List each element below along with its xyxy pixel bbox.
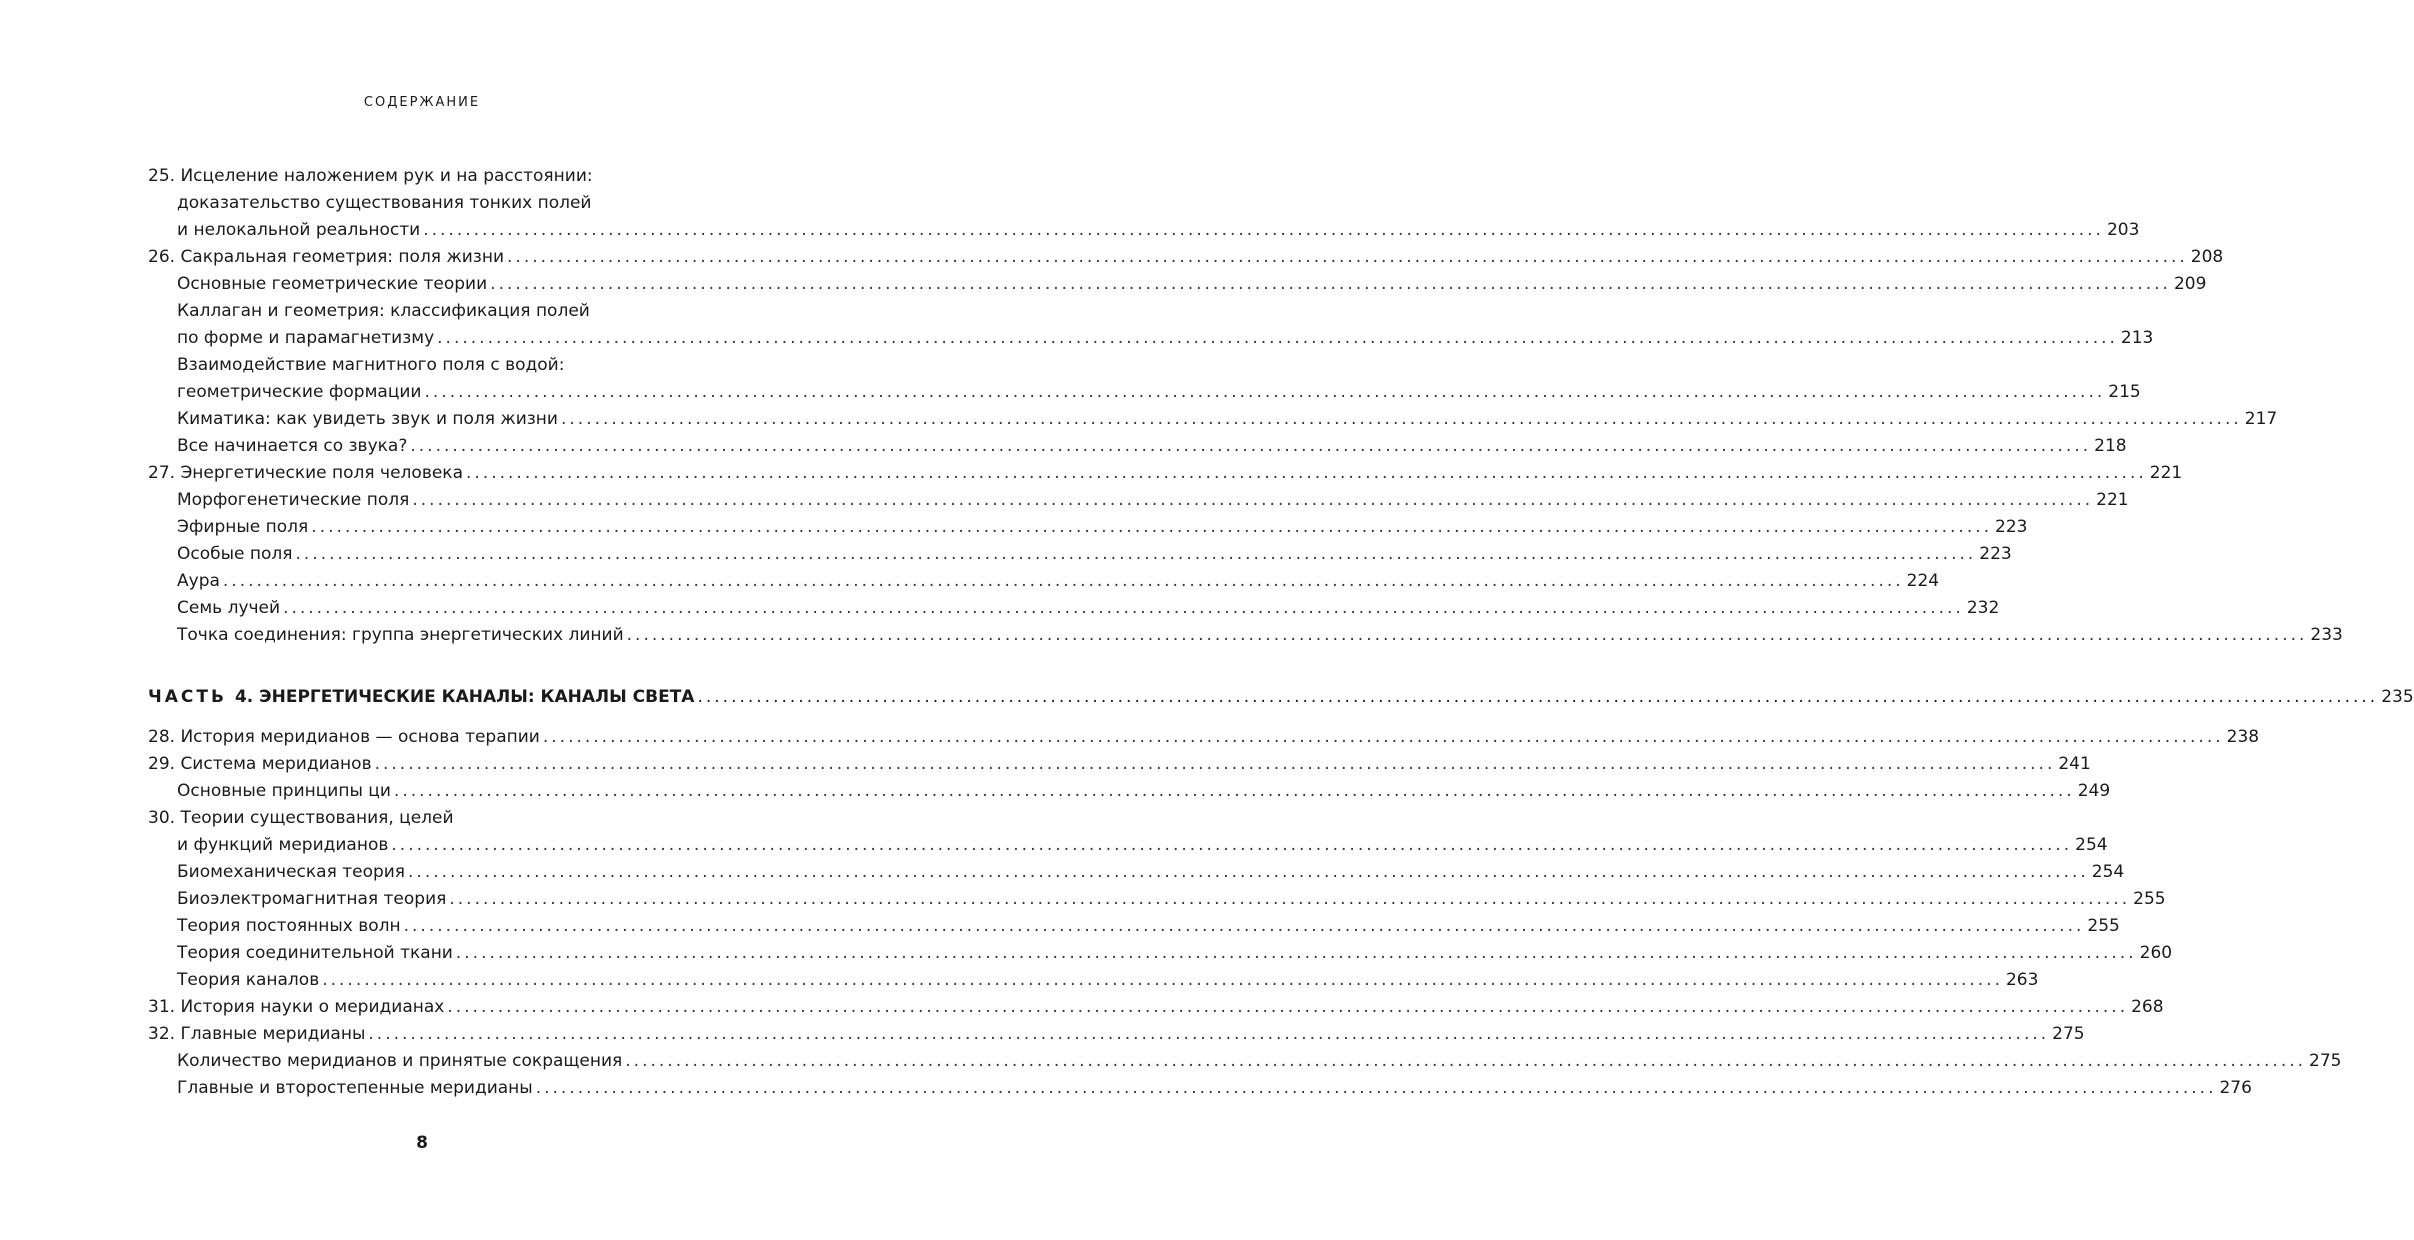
- toc-entry-page: 255: [2087, 916, 2120, 936]
- dot-leader: ........................................................................................................................................................................................................: [535, 1078, 2217, 1098]
- toc-entry-page: 241: [2058, 754, 2091, 774]
- dot-leader: ........................................................................................................................................................................................................: [626, 625, 2308, 645]
- toc-entry-title: Биомеханическая теория: [177, 862, 406, 882]
- toc-entry-title: и функций меридианов: [177, 835, 389, 855]
- dot-leader: ........................................................................................................................................................................................................: [391, 835, 2073, 855]
- toc-entry-title: по форме и парамагнетизму: [177, 328, 435, 348]
- toc-entry-page: 276: [2219, 1078, 2252, 1098]
- toc-entry-page: 218: [2094, 436, 2127, 456]
- toc-entry: [148, 379, 2141, 406]
- dot-leader: ........................................................................................................................................................................................................: [403, 916, 2085, 936]
- dot-leader: ........................................................................................................................................................................................................: [423, 220, 2104, 240]
- dot-leader: ........................................................................................................................................................................................................: [490, 274, 2171, 294]
- toc-entry-page: 249: [2077, 781, 2111, 801]
- toc-entry: [148, 778, 2111, 805]
- toc-entry: [148, 568, 1940, 595]
- toc-entry-title: Теория постоянных волн: [177, 916, 401, 936]
- part-page-number: 235: [2381, 687, 2414, 707]
- toc-entry-title: и нелокальной реальности: [177, 220, 421, 240]
- dot-leader: ........................................................................................................................................................................................................: [410, 436, 2092, 456]
- toc-entry-page: 203: [2106, 220, 2140, 240]
- toc-entry-title: Главные и второстепенные меридианы: [177, 1078, 533, 1098]
- dot-leader: ........................................................................................................................................................................................................: [408, 862, 2089, 882]
- dot-leader: ........................................................................................................................................................................................................: [449, 889, 2131, 909]
- toc-entry-title: 32. Главные меридианы: [148, 1024, 366, 1044]
- toc-entry-page: 254: [2075, 835, 2108, 855]
- dot-leader: ........................................................................................................................................................................................................: [311, 517, 1993, 537]
- toc-entry: [148, 1075, 2252, 1102]
- dot-leader: ........................................................................................................................................................................................................: [322, 970, 2003, 990]
- dot-leader: ........................................................................................................................................................................................................: [447, 997, 2129, 1017]
- toc-entry-page: 221: [2096, 490, 2129, 510]
- toc-entry-page: 213: [2120, 328, 2154, 348]
- toc-entry: [148, 994, 2164, 1021]
- toc-entry-page: 217: [2244, 409, 2278, 429]
- toc-entry-page: 223: [1979, 544, 2012, 564]
- toc-entry-page: 263: [2005, 970, 2039, 990]
- toc-entry-page: 233: [2310, 625, 2343, 645]
- toc-entry-title: доказательство существования тонких полей: [177, 193, 592, 213]
- toc-entry-page: 209: [2173, 274, 2207, 294]
- toc-entry: [148, 832, 2108, 859]
- toc-entry-page: 223: [1995, 517, 2028, 537]
- toc-entry-page: 255: [2133, 889, 2166, 909]
- toc-entry: [148, 541, 2012, 568]
- dot-leader: ........................................................................................................................................................................................................: [374, 754, 2056, 774]
- toc-entry-page: 215: [2108, 382, 2141, 402]
- dot-leader: ........................................................................................................................................................................................................: [697, 687, 2379, 707]
- toc-entry: [148, 487, 2129, 514]
- toc-entry: [148, 325, 2154, 352]
- toc-entry: [148, 163, 740, 190]
- toc-entry-title: Основные принципы ци: [177, 781, 391, 801]
- toc-entry: [148, 967, 2039, 994]
- toc-entry-title: Взаимодействие магнитного поля с водой:: [177, 355, 565, 375]
- toc-entry: [148, 886, 2166, 913]
- dot-leader: ........................................................................................................................................................................................................: [283, 598, 1964, 618]
- toc-entry-title: 26. Сакральная геометрия: поля жизни: [148, 247, 505, 267]
- toc-entry-page: 268: [2131, 997, 2164, 1017]
- toc-entry: [148, 271, 2207, 298]
- toc-entry: [148, 913, 2120, 940]
- part-heading: [148, 683, 2414, 711]
- toc-entry-page: 208: [2190, 247, 2224, 267]
- toc-entry: [148, 1048, 2342, 1075]
- toc-entry: [148, 622, 2343, 649]
- toc-entry-title: Теория соединительной ткани: [177, 943, 453, 963]
- dot-leader: ........................................................................................................................................................................................................: [222, 571, 1904, 591]
- toc-entry: [148, 595, 2000, 622]
- dot-leader: ........................................................................................................................................................................................................: [412, 490, 2094, 510]
- toc-entry: [148, 751, 2091, 778]
- toc-entry-title: Биоэлектромагнитная теория: [177, 889, 447, 909]
- dot-leader: ........................................................................................................................................................................................................: [560, 409, 2242, 429]
- dot-leader: ........................................................................................................................................................................................................: [625, 1051, 2307, 1071]
- toc-entry: [148, 298, 740, 325]
- dot-leader: ........................................................................................................................................................................................................: [368, 1024, 2050, 1044]
- toc-entry-page: 254: [2091, 862, 2125, 882]
- toc-entry: [148, 460, 2183, 487]
- toc-entry-page: 224: [1906, 571, 1940, 591]
- toc-entry-page: 232: [1966, 598, 2000, 618]
- toc-entry-title: 28. История меридианов — основа терапии: [148, 727, 540, 747]
- dot-leader: ........................................................................................................................................................................................................: [437, 328, 2118, 348]
- dot-leader: ........................................................................................................................................................................................................: [466, 463, 2147, 483]
- page-number: 8: [416, 1133, 428, 1153]
- toc-entry-title: Все начинается со звука?: [177, 436, 408, 456]
- dot-leader: ........................................................................................................................................................................................................: [295, 544, 1977, 564]
- toc-entry-title: Особые поля: [177, 544, 293, 564]
- toc-entry-title: 25. Исцеление наложением рук и на расстоянии:: [148, 166, 593, 186]
- toc-entry-title: Аура: [177, 571, 220, 591]
- running-head: СОДЕРЖАНИЕ: [363, 95, 481, 110]
- toc-entry: [148, 244, 2224, 271]
- toc-entry-title: Каллаган и геометрия: классификация полей: [177, 301, 590, 321]
- toc-entry-title: 29. Система меридианов: [148, 754, 372, 774]
- toc-entry-title: Эфирные поля: [177, 517, 309, 537]
- dot-leader: ........................................................................................................................................................................................................: [455, 943, 2137, 963]
- dot-leader: ........................................................................................................................................................................................................: [507, 247, 2188, 267]
- toc-entry-title: 31. История науки о меридианах: [148, 997, 445, 1017]
- toc-entry-title: 30. Теории существования, целей: [148, 808, 454, 828]
- toc-entry-title: 27. Энергетические поля человека: [148, 463, 463, 483]
- part-label: ЧАСТЬ: [148, 687, 227, 707]
- dot-leader: ........................................................................................................................................................................................................: [393, 781, 2075, 801]
- part-title: 4. ЭНЕРГЕТИЧЕСКИЕ КАНАЛЫ: КАНАЛЫ СВЕТА: [234, 687, 695, 707]
- toc-entry-title: геометрические формации: [177, 382, 422, 402]
- toc-entry-title: Основные геометрические теории: [177, 274, 488, 294]
- toc-entry: [148, 805, 740, 832]
- toc-entry-title: Морфогенетические поля: [177, 490, 410, 510]
- dot-leader: ........................................................................................................................................................................................................: [542, 727, 2224, 747]
- toc-entry: [148, 433, 2127, 460]
- dot-leader: ........................................................................................................................................................................................................: [424, 382, 2106, 402]
- toc-entry: [148, 514, 2028, 541]
- toc-section-1: [148, 163, 2343, 649]
- toc-entry-page: 260: [2139, 943, 2173, 963]
- toc-entry: [148, 859, 2125, 886]
- toc-entry-page: 221: [2149, 463, 2183, 483]
- toc-entry-title: Киматика: как увидеть звук и поля жизни: [177, 409, 558, 429]
- toc-entry: [148, 352, 740, 379]
- toc-entry-page: 275: [2309, 1051, 2342, 1071]
- toc-entry-title: Семь лучей: [177, 598, 281, 618]
- toc-entry: [148, 190, 740, 217]
- toc-entry-page: 275: [2052, 1024, 2085, 1044]
- toc-entry: [148, 406, 2278, 433]
- toc-entry: [148, 724, 2260, 751]
- toc-section-2: [148, 724, 2342, 1102]
- toc-entry: [148, 217, 2140, 244]
- toc-entry: [148, 1021, 2085, 1048]
- toc-entry-title: Теория каналов: [177, 970, 320, 990]
- toc-entry-title: Количество меридианов и принятые сокращения: [177, 1051, 623, 1071]
- toc-entry: [148, 940, 2173, 967]
- toc-entry-page: 238: [2226, 727, 2260, 747]
- toc-entry-title: Точка соединения: группа энергетических линий: [177, 625, 624, 645]
